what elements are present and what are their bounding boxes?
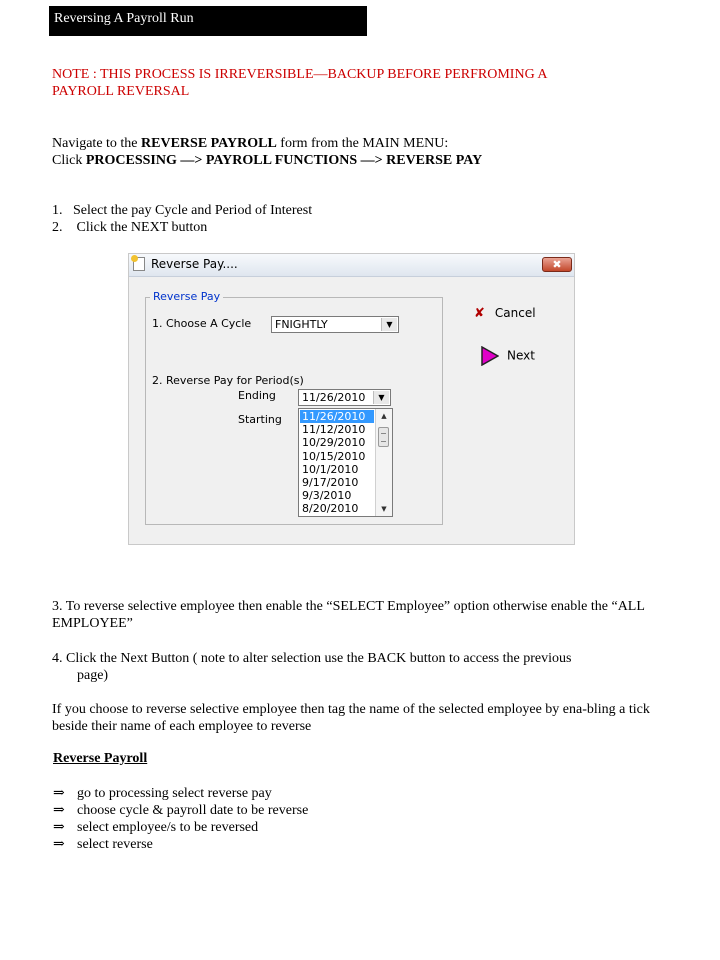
app-icon xyxy=(133,257,145,271)
dialog-title: Reverse Pay.... xyxy=(151,257,238,271)
bullet-item xyxy=(53,836,308,853)
step-4-text xyxy=(52,650,672,684)
step-item: 2. Click the NEXT button xyxy=(52,220,208,235)
double-arrow-icon: ⇒ xyxy=(53,837,65,852)
dialog-titlebar xyxy=(129,254,574,277)
scroll-thumb[interactable] xyxy=(378,427,389,447)
close-button[interactable]: ✖ xyxy=(542,257,572,272)
bullet-text: go to processing select reverse pay xyxy=(77,786,272,801)
warning-note xyxy=(52,66,652,100)
chevron-down-icon[interactable]: ▼ xyxy=(381,318,397,331)
date-option[interactable]: 10/1/2010 xyxy=(302,462,359,476)
cancel-button[interactable] xyxy=(474,306,536,321)
bullet-text: select reverse xyxy=(77,837,153,852)
scroll-down-icon[interactable]: ▼ xyxy=(381,505,387,513)
chevron-down-icon[interactable]: ▼ xyxy=(373,391,389,404)
cancel-x-icon: ✘ xyxy=(474,306,485,321)
nav-line1 xyxy=(52,135,652,152)
bullet-item xyxy=(53,819,308,836)
step-list xyxy=(52,202,652,236)
step-4-line1: 4. Click the Next Button ( note to alter selection use the BACK button to access the previous xyxy=(52,651,572,666)
nav-line1-post: form from the MAIN MENU: xyxy=(276,136,449,151)
bullet-text: select employee/s to be reversed xyxy=(77,820,259,835)
date-option[interactable]: 8/20/2010 xyxy=(302,502,359,516)
nav-line1-bold: REVERSE PAYROLL xyxy=(141,136,277,151)
bullet-text: choose cycle & payroll date to be reverse xyxy=(77,803,309,818)
step-3-text: 3. To reverse selective employee then enable the “SELECT Employee” option otherwise enable the “ALL EMPLOYEE” xyxy=(52,599,645,631)
cycle-label: 1. Choose A Cycle xyxy=(152,317,252,330)
ending-date-select[interactable] xyxy=(298,389,391,406)
reverse-payroll-bullets xyxy=(53,785,308,853)
nav-line2-bold: PROCESSING —> PAYROLL FUNCTIONS —> REVERSE PAY xyxy=(85,153,483,168)
starting-date-options xyxy=(300,410,374,516)
scroll-up-icon[interactable]: ▲ xyxy=(381,412,387,420)
double-arrow-icon: ⇒ xyxy=(53,803,65,818)
date-option[interactable]: 10/15/2010 xyxy=(302,449,366,463)
step-4-line2: page) xyxy=(77,668,109,683)
next-arrow-icon xyxy=(481,346,499,366)
date-option[interactable]: 10/29/2010 xyxy=(302,436,366,450)
double-arrow-icon: ⇒ xyxy=(53,820,65,835)
group-label: Reverse Pay xyxy=(150,290,223,303)
cancel-button-label: Cancel xyxy=(494,306,536,320)
date-option[interactable]: 9/17/2010 xyxy=(302,475,359,489)
bullet-item xyxy=(53,802,308,819)
ending-label: Ending xyxy=(238,389,276,402)
starting-date-list[interactable] xyxy=(298,408,393,517)
period-label: 2. Reverse Pay for Period(s) xyxy=(152,374,304,387)
next-button[interactable] xyxy=(481,346,535,366)
list-scrollbar[interactable] xyxy=(375,409,392,516)
warning-note-line2: PAYROLL REVERSAL xyxy=(52,84,190,99)
navigation-instructions xyxy=(52,135,652,169)
ending-date-value: 11/26/2010 xyxy=(302,391,366,404)
date-option[interactable]: 9/3/2010 xyxy=(302,489,352,503)
nav-line2-pre: Click xyxy=(52,153,86,168)
date-option[interactable]: 11/12/2010 xyxy=(302,423,366,437)
reverse-pay-dialog xyxy=(128,253,575,545)
starting-label: Starting xyxy=(238,413,282,426)
date-option[interactable]: 11/26/2010 xyxy=(300,410,374,423)
double-arrow-icon: ⇒ xyxy=(53,786,65,801)
warning-note-line1: NOTE : THIS PROCESS IS IRREVERSIBLE—BACKUP BEFORE PERFROMING A xyxy=(52,67,548,82)
next-button-label: Next xyxy=(507,348,535,363)
document-title: Reversing A Payroll Run xyxy=(49,6,367,36)
cycle-select[interactable] xyxy=(271,316,399,333)
cycle-select-value: FNIGHTLY xyxy=(275,318,328,331)
selective-employee-text: If you choose to reverse selective employee then tag the name of the selected employee by ena-bling a tick beside their name of each employee to reverse xyxy=(52,702,650,734)
nav-line2 xyxy=(52,152,652,169)
nav-line1-pre: Navigate to the xyxy=(52,136,142,151)
bullet-item xyxy=(53,785,308,802)
reverse-payroll-heading: Reverse Payroll xyxy=(53,751,148,766)
step-item: 1. Select the pay Cycle and Period of Interest xyxy=(52,203,313,218)
